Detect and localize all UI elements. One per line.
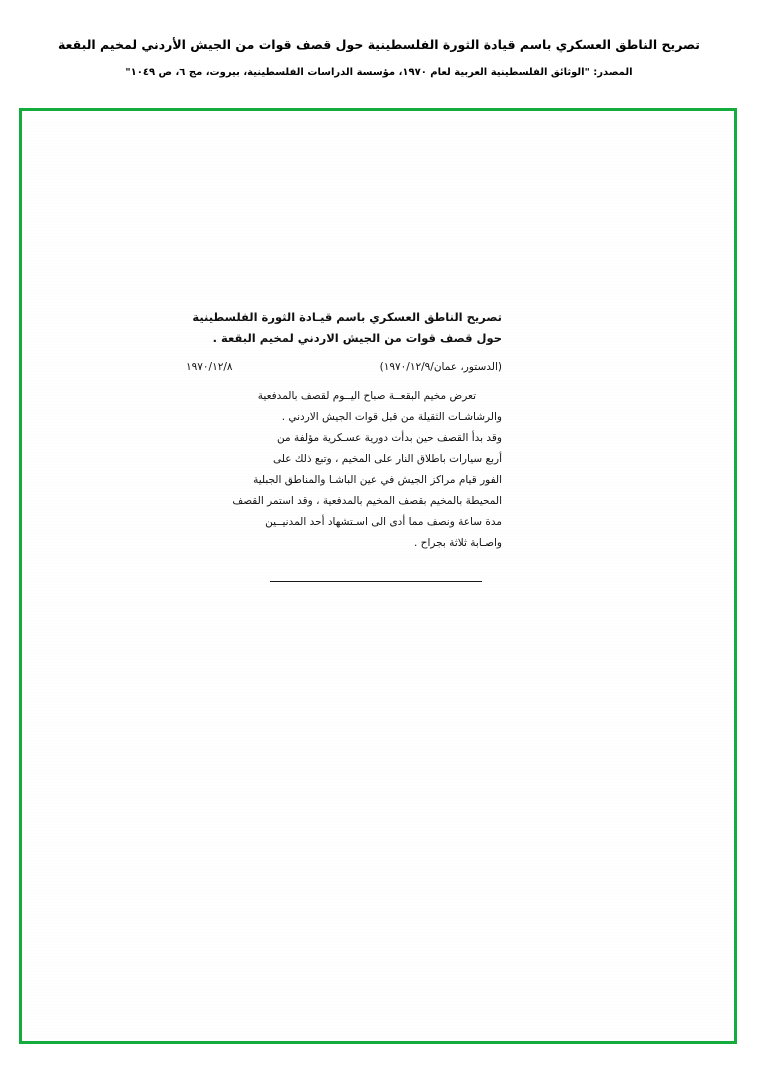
page-source-citation: المصدر: "الوثائق الفلسطينية العربية لعام ١٩٧٠، مؤسسة الدراسات الفلسطينية، بيروت، مج ٦، ص ١٠٤٩" bbox=[125, 66, 633, 78]
document-body-line: مدة ساعة ونصف مما أدى الى اسـتشهاد أحد المدنيــين bbox=[265, 516, 502, 529]
document-body bbox=[186, 386, 502, 554]
document-body-line: أربع سيارات باطلاق النار على المخيم ، وتبع ذلك على bbox=[273, 453, 502, 466]
document-text-block bbox=[186, 307, 502, 554]
document-body-line: واصـابة ثلاثة بجراح . bbox=[413, 537, 502, 550]
document-footer-divider bbox=[270, 581, 482, 582]
document-dateline bbox=[186, 359, 502, 377]
document-body-line: المحيطة بالمخيم بقصف المخيم بالمدفعية ، وقد استمر القصف bbox=[232, 495, 502, 508]
page-header bbox=[0, 0, 758, 81]
document-body-line: الفور قيام مراكز الجيش في عين الباشـا والمناطق الجبلية bbox=[253, 474, 502, 487]
document-title bbox=[186, 307, 502, 350]
scan-texture-overlay bbox=[22, 111, 734, 1041]
scanned-document-frame bbox=[19, 108, 737, 1044]
document-body-line: والرشاشـات الثقيلة من قبل قوات الجيش الاردني . bbox=[281, 411, 502, 424]
document-title-line-1: تصريح الناطق العسكري باسم قيـادة الثورة الفلسطينية bbox=[192, 310, 502, 324]
scanned-document-page bbox=[22, 111, 734, 1041]
document-title-line-2: حول قصف قوات من الجيش الاردني لمخيم البقعة . bbox=[212, 331, 502, 346]
page-title: تصريح الناطق العسكري باسم قيادة الثورة الفلسطينية حول قصف قوات من الجيش الأردني لمخيم البقعة bbox=[57, 37, 701, 52]
document-body-line: وقد بدأ القصف حين بدأت دورية عسـكرية مؤلفة من bbox=[277, 432, 502, 445]
document-body-line: تعرض مخيم البقعــة صباح اليــوم لقصف بالمدفعية bbox=[257, 390, 476, 403]
document-date: ١٩٧٠/١٢/٨ bbox=[186, 360, 233, 373]
document-source-line: (الدستور، عمان/١٩٧٠/١٢/٩) bbox=[379, 360, 502, 373]
